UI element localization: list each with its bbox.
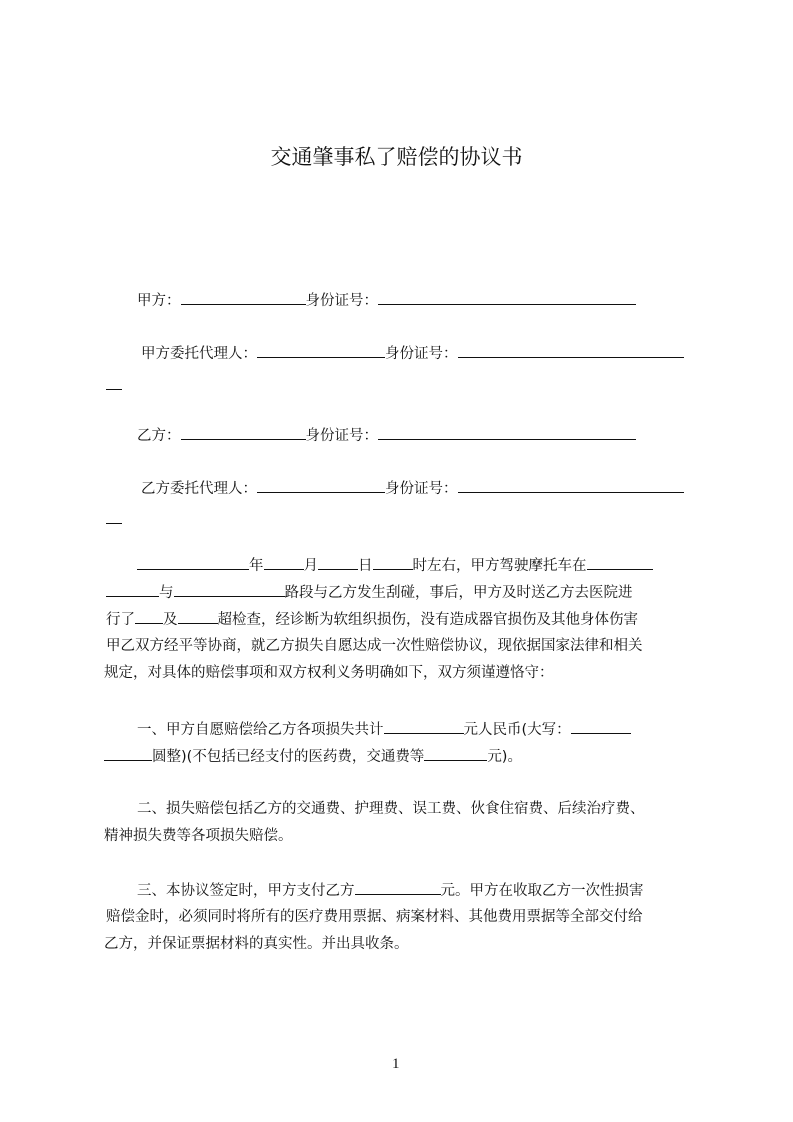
party-b-agent-label: 乙方委托代理人：	[141, 481, 257, 497]
facts-line-5: 规定，对具体的赔偿事项和双方权利义务明确如下，双方须谨遵恪守：	[104, 665, 554, 681]
document-title: 交通肇事私了赔偿的协议书	[270, 145, 523, 169]
clause-3-line-1	[137, 880, 644, 901]
fill-in-blank	[104, 746, 152, 761]
party-a-line	[137, 290, 636, 311]
fill-in-blank	[106, 582, 159, 597]
facts-line-2	[106, 582, 633, 603]
party-b-agent-id-label: 身份证号：	[385, 481, 458, 497]
fill-in-blank	[355, 880, 441, 895]
party-b-id-blank	[378, 425, 636, 440]
clause-text: 元)。	[487, 749, 522, 765]
clause-text: 圆整)(不包括已经支付的医药费，交通费等	[152, 749, 425, 765]
clause-2-line-2: 精神损失费等各项损失赔偿。	[104, 828, 293, 844]
party-a-agent-blank	[257, 343, 385, 358]
clause-text: 三、本协议签定时，甲方支付乙方	[137, 883, 355, 899]
facts-text: 与	[159, 585, 174, 601]
fill-in-blank	[384, 719, 464, 734]
day-label: 日	[358, 558, 373, 574]
clause-text: 元人民币(大写：	[463, 722, 571, 738]
fill-in-blank	[424, 746, 487, 761]
fill-in-blank	[571, 719, 631, 734]
facts-text: 及	[163, 612, 178, 628]
party-a-id-label: 身份证号：	[305, 293, 378, 309]
fill-in-blank	[174, 582, 285, 597]
party-a-agent-id-blank-cont	[106, 375, 122, 396]
facts-line-3	[106, 609, 638, 630]
fill-in-blank	[318, 555, 358, 570]
facts-line-4: 甲乙双方经平等协商，就乙方损失自愿达成一次性赔偿协议，现依据国家法律和相关	[106, 638, 643, 654]
fill-in-blank	[135, 609, 163, 624]
clause-3-line-3: 乙方，并保证票据材料的真实性。并出具收条。	[104, 936, 409, 952]
clause-text: 一、甲方自愿赔偿给乙方各项损失共计	[137, 722, 384, 738]
month-label: 月	[303, 558, 318, 574]
fill-in-blank	[178, 609, 218, 624]
clause-2-line-1: 二、损失赔偿包括乙方的交通费、护理费、误工费、伙食住宿费、后续治疗费、	[137, 801, 645, 817]
fill-in-blank	[137, 555, 249, 570]
facts-text: 路段与乙方发生刮碰，事后，甲方及时送乙方去医院进	[284, 585, 633, 601]
facts-text: 超检查，经诊断为软组织损伤，没有造成器官损伤及其他身体伤害	[217, 612, 638, 628]
year-label: 年	[249, 558, 264, 574]
party-a-id-blank	[378, 290, 636, 305]
party-b-agent-id-blank-cont	[106, 509, 122, 530]
party-a-label: 甲方：	[137, 293, 181, 309]
party-b-label: 乙方：	[137, 428, 181, 444]
clause-1-line-2	[104, 746, 522, 767]
fill-in-blank	[106, 509, 122, 524]
party-b-agent-blank	[257, 478, 385, 493]
party-b-agent-id-blank	[458, 478, 684, 493]
clause-1-line-1	[137, 719, 631, 740]
clause-3-line-2: 赔偿金时，必须同时将所有的医疗费用票据、病案材料、其他费用票据等全部交付给	[106, 909, 643, 925]
party-b-agent-line	[141, 478, 684, 499]
party-b-blank	[181, 425, 306, 440]
facts-text: 时左右，甲方驾驶摩托车在	[412, 558, 587, 574]
facts-line-1	[137, 555, 653, 576]
fill-in-blank	[587, 555, 653, 570]
fill-in-blank	[264, 555, 304, 570]
party-a-blank	[181, 290, 306, 305]
fill-in-blank	[373, 555, 413, 570]
facts-text: 行了	[106, 612, 135, 628]
clause-text: 元。甲方在收取乙方一次性损害	[440, 883, 644, 899]
party-a-agent-id-label: 身份证号：	[385, 346, 458, 362]
party-a-agent-line	[141, 343, 684, 364]
party-a-agent-label: 甲方委托代理人：	[141, 346, 257, 362]
party-a-agent-id-blank	[458, 343, 684, 358]
page-number: 1	[392, 1056, 400, 1072]
party-b-line	[137, 425, 636, 446]
party-b-id-label: 身份证号：	[305, 428, 378, 444]
fill-in-blank	[106, 375, 122, 390]
